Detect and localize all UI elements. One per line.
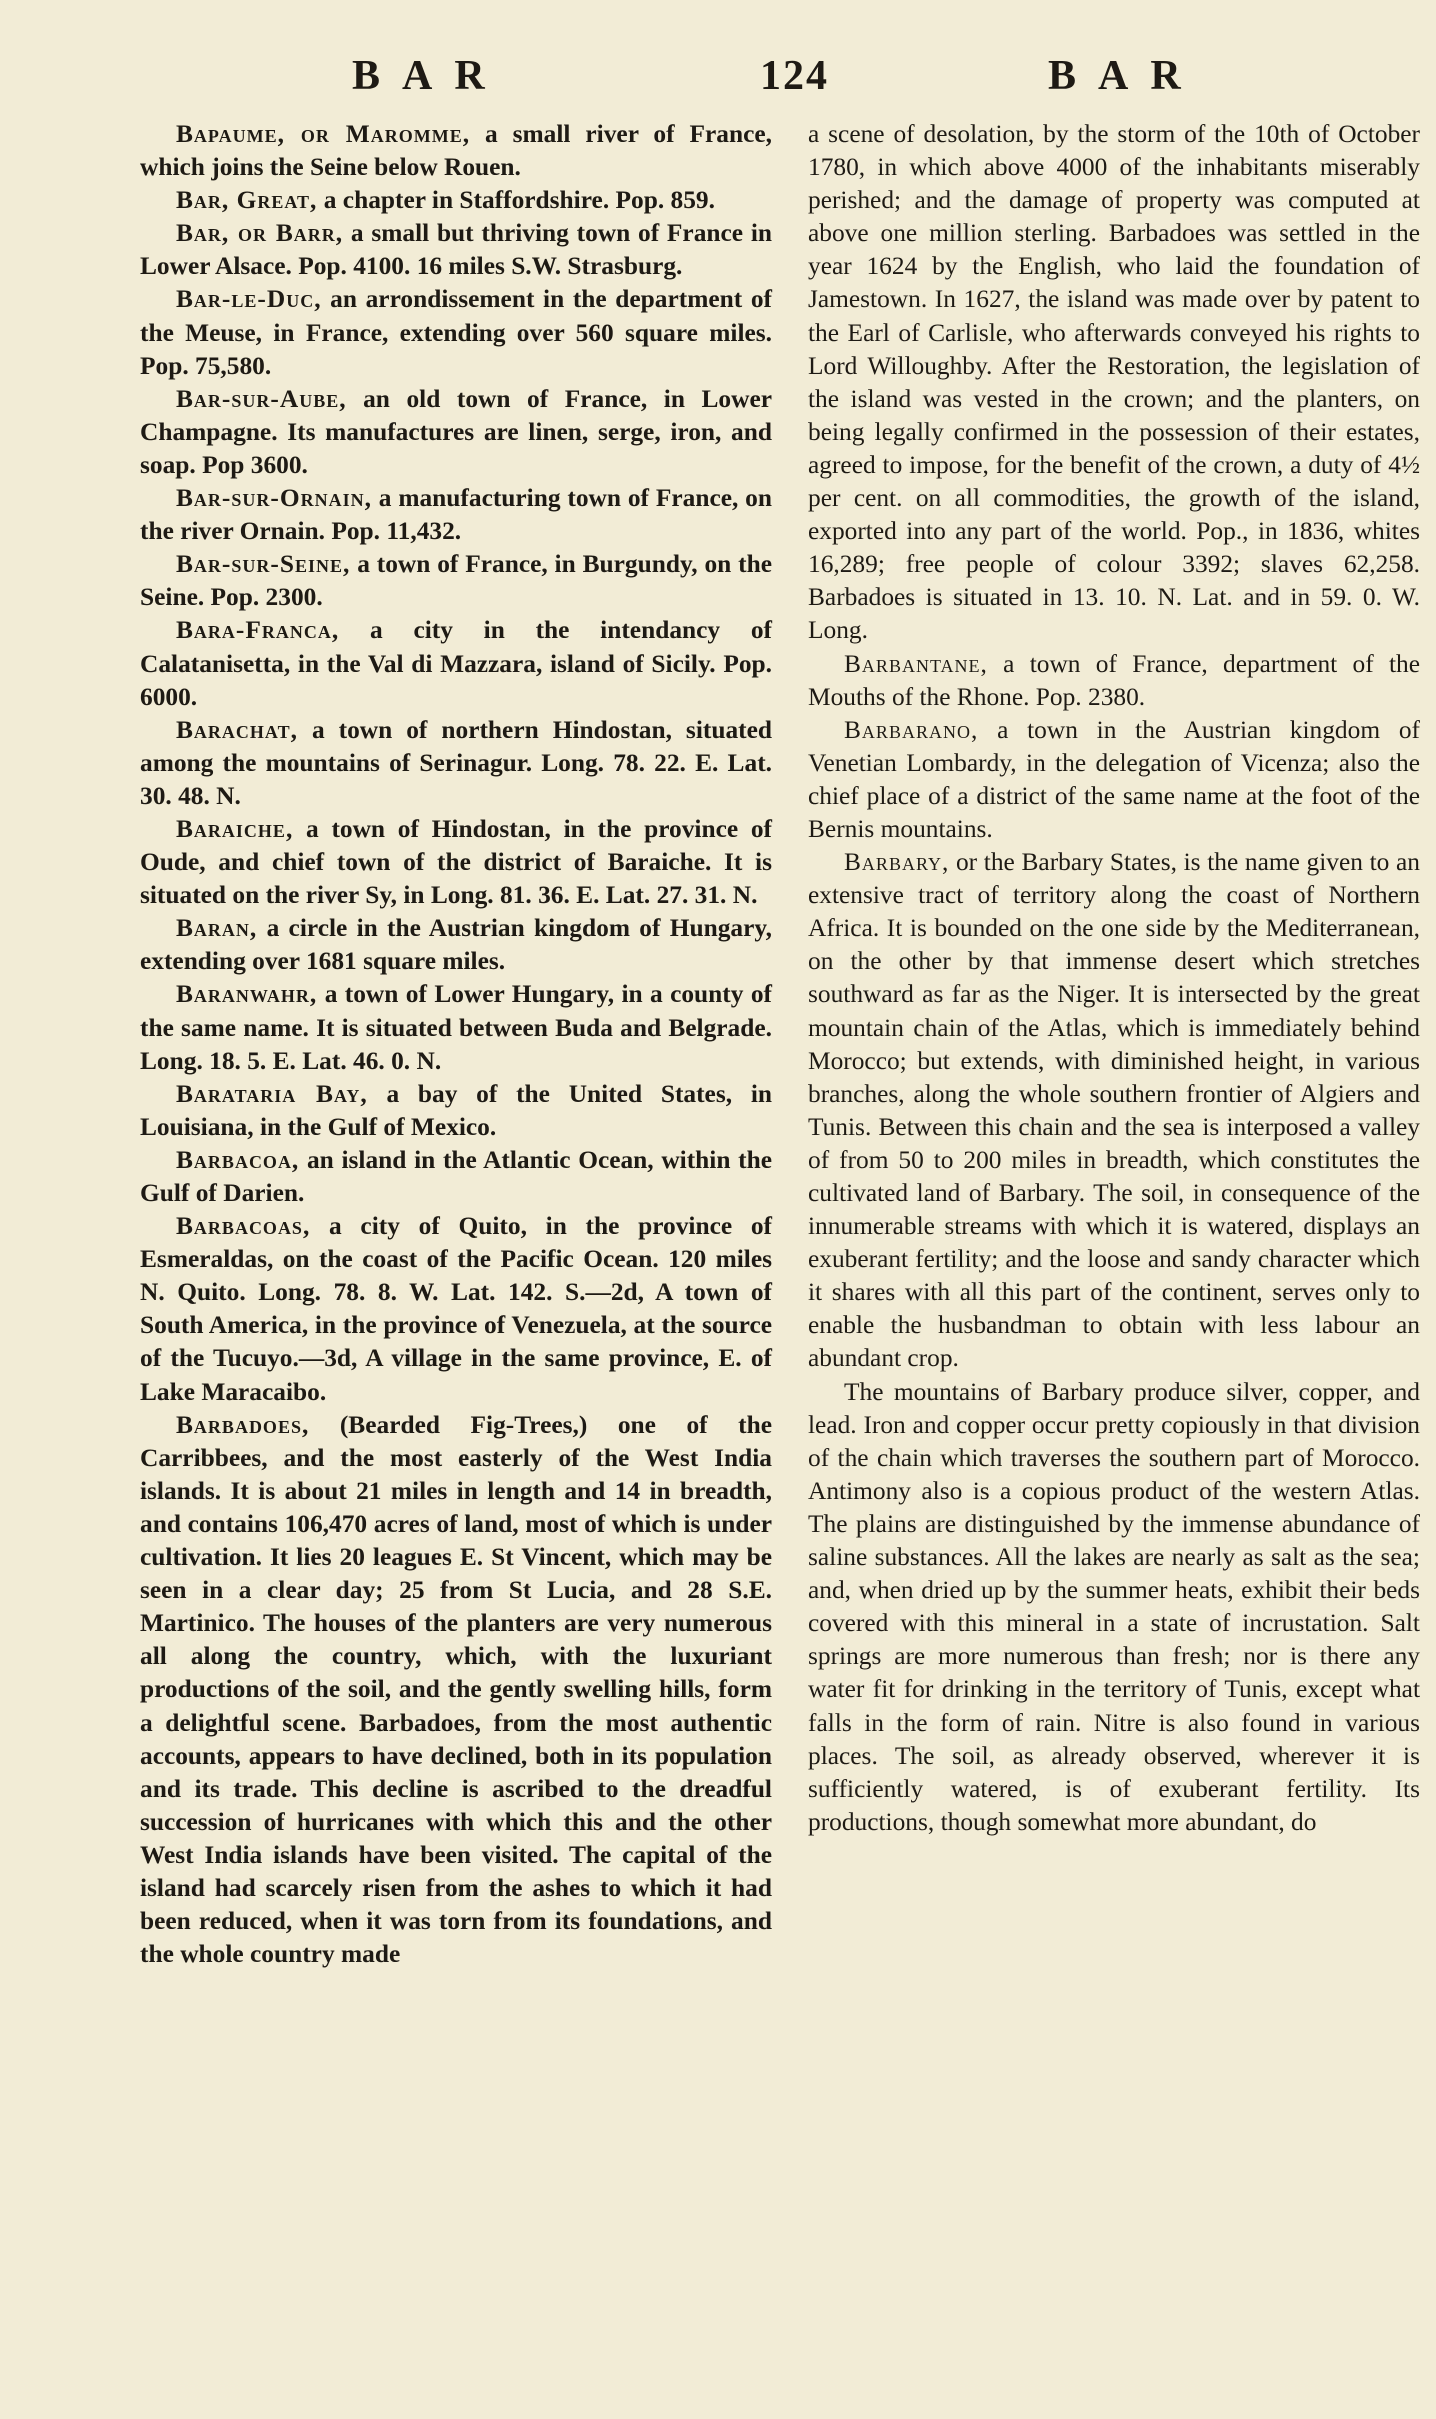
entry-headword: Baran, [176,914,258,943]
dictionary-entry [808,846,1420,1376]
entry-text: a town of northern Hindostan, situated among the mountains of Serinagur. Long. 78. 22. E. Lat. 30. 48. N. [140,715,772,810]
entry-text: a small but thriving town of France in Lower Alsace. Pop. 4100. 16 miles S.W. Strasburg. [140,219,773,281]
entry-text: a town of France, department of the Mouths of the Rhone. Pop. 2380. [808,649,1420,711]
entry-headword: Baraiche, [176,814,294,843]
entry-headword: Baranwahr, [176,980,318,1009]
entry-text: an island in the Atlantic Ocean, within the Gulf of Darien. [140,1145,772,1207]
entry-text: a city of Quito, in the province of Esmeraldas, on the coast of the Pacific Ocean. 120 miles N. Quito. Long. 78. 8. W. Lat. 142. S.—2d, A town of South America, in the province of Venezuela, at the source of the Tucuyo.—3d, A village in the same province, E. of Lake Maracaibo. [140,1212,772,1406]
dictionary-entry [140,283,772,382]
dictionary-entry [808,714,1420,846]
entry-headword: Bar-sur-Ornain, [176,484,372,513]
right-column [808,118,1420,1839]
entry-headword: Barbacoas, [176,1212,311,1241]
entry-text: a chapter in Staffordshire. Pop. 859. [317,186,715,215]
entry-headword: Bapaume, or Maromme, [176,120,471,148]
entry-headword: Bar, Great, [176,186,318,215]
dictionary-entry [140,714,772,813]
dictionary-entry [140,1409,772,1972]
page-number: 124 [760,53,829,99]
dictionary-entry [808,648,1420,714]
entry-text: a scene of desolation, by the storm of the 10th of October 1780, in which above 4000 of the inhabitants miserably perished; and the damage of property was computed at above one million sterling. Barbadoes was settled in the year 1624 by the English, who laid the foundation of Jamestown. In 1627, the island was made over by patent to the Earl of Carlisle, who afterwards conveyed his rights to Lord Willoughby. After the Restoration, the legislation of the island was vested in the crown; and the planters, on being legally confirmed in the possession of their estates, agreed to impose, for the benefit of the crown, a duty of 4½ per cent. on all commodities, the growth of the island, exported into any part of the world. Pop., in 1836, whites 16,289; free people of colour 3392; slaves 62,258. Barbadoes is situated in 13. 10. N. Lat. and in 59. 0. W. Long. [808,120,1420,645]
entry-headword: Barbary, [844,848,950,877]
running-header [0,52,1436,112]
dictionary-entry [140,1144,772,1210]
entry-text: a town in the Austrian kingdom of Venetian Lombardy, in the delegation of Vicenza; also the chief place of a district of the same name at the foot of the Bernis mountains. [808,715,1420,843]
entry-text: a town of Hindostan, in the province of Oude, and chief town of the district of Baraiche. It is situated on the river Sy, in Long. 81. 36. E. Lat. 27. 31. N. [140,814,772,910]
left-column [140,118,772,1971]
entry-headword: Bara-Franca, [176,616,340,645]
entry-text: a town of France, in Burgundy, on the Seine. Pop. 2300. [140,550,772,612]
dictionary-entry [808,118,1420,648]
entry-headword: Barataria Bay, [176,1079,368,1108]
entry-text: a circle in the Austrian kingdom of Hungary, extending over 1681 square miles. [140,914,772,976]
dictionary-entry [140,217,772,283]
entry-headword: Barbadoes, [176,1410,310,1439]
dictionary-entry [140,1078,772,1144]
entry-headword: Barbantane, [844,649,988,678]
header-left-word: BAR [352,53,507,99]
entry-text: a city in the intendancy of Calatanisetta, in the Val di Mazzara, island of Sicily. Pop. 6000. [140,616,772,711]
entry-headword: Barbarano, [844,715,979,744]
entry-headword: Barbacoa, [176,1145,300,1174]
dictionary-entry [140,978,772,1077]
dictionary-entry [140,118,772,184]
entry-text: a small river of France, which joins the Seine below Rouen. [140,120,772,182]
dictionary-entry [140,614,772,713]
entry-headword: Bar, or Barr, [176,219,344,248]
dictionary-entry [140,383,772,482]
entry-text: a town of Lower Hungary, in a county of the same name. It is situated between Buda and Belgrade. Long. 18. 5. E. Lat. 46. 0. N. [140,980,772,1075]
dictionary-entry [140,912,772,978]
entry-headword: Bar-sur-Seine, [176,550,351,579]
dictionary-entry [140,184,772,217]
entry-text: or the Barbary States, is the name given to an extensive tract of territory along the coast of Northern Africa. It is bounded on the one side by the Mediterranean, on the other by that immense desert which stretches southward as far as the Niger. It is intersected by the great mountain chain of the Atlas, which is immediately behind Morocco; but extends, with diminished height, in various branches, along the whole southern frontier of Algiers and Tunis. Between this chain and the sea is interposed a valley of from 50 to 200 miles in breadth, which constitutes the cultivated land of Barbary. The soil, in consequence of the innumerable streams with which it is watered, displays an exuberant fertility; and the loose and sandy character which it shares with all this part of the continent, serves only to enable the husbandman to obtain with less labour an abundant crop. [808,848,1420,1373]
dictionary-entry [140,1210,772,1409]
entry-headword: Barachat, [176,715,298,744]
dictionary-entry [808,1376,1420,1839]
entry-text: a manufacturing town of France, on the river Ornain. Pop. 11,432. [140,484,772,546]
dictionary-entry [140,548,772,614]
entry-text: an arrondissement in the department of the Meuse, in France, extending over 560 square miles. Pop. 75,580. [140,285,772,380]
entry-headword: Bar-le-Duc, [176,285,322,314]
entry-text: (Bearded Fig-Trees,) one of the Carribbees, and the most easterly of the West India islands. It is about 21 miles in length and 14 in breadth, and contains 106,470 acres of land, most of which is under cultivation. It lies 20 leagues E. St Vincent, which may be seen in a clear day; 25 from St Lucia, and 28 S.E. Martinico. The houses of the planters are very numerous all along the country, which, with the luxuriant productions of the soil, and the gently swelling hills, form a delightful scene. Barbadoes, from the most authentic accounts, appears to have declined, both in its population and its trade. This decline is ascribed to the dreadful succession of hurricanes with which this and the other West India islands have been visited. The capital of the island had scarcely risen from the ashes to which it had been reduced, when it was torn from its foundations, and the whole country made [140,1410,772,1969]
entry-headword: Bar-sur-Aube, [176,384,347,413]
entry-text: a bay of the United States, in Louisiana, in the Gulf of Mexico. [140,1079,772,1141]
dictionary-entry [140,813,772,912]
dictionary-entry [140,482,772,548]
entry-text: an old town of France, in Lower Champagne. Its manufactures are linen, serge, iron, and soap. Pop 3600. [140,384,772,479]
header-right-word: BAR [1048,53,1203,99]
entry-text: The mountains of Barbary produce silver, copper, and lead. Iron and copper occur pretty copiously in that division of the chain which traverses the southern part of Morocco. Antimony also is a copious product of the western Atlas. The plains are distinguished by the immense abundance of saline substances. All the lakes are nearly as salt as the sea; and, when dried up by the summer heats, exhibit their beds covered with this mineral in a state of incrustation. Salt springs are more numerous than fresh; nor is there any water fit for drinking in the territory of Tunis, except what falls in the form of rain. Nitre is also found in various places. The soil, as already observed, wherever it is sufficiently watered, is of exuberant fertility. Its productions, though somewhat more abundant, do [808,1377,1420,1836]
